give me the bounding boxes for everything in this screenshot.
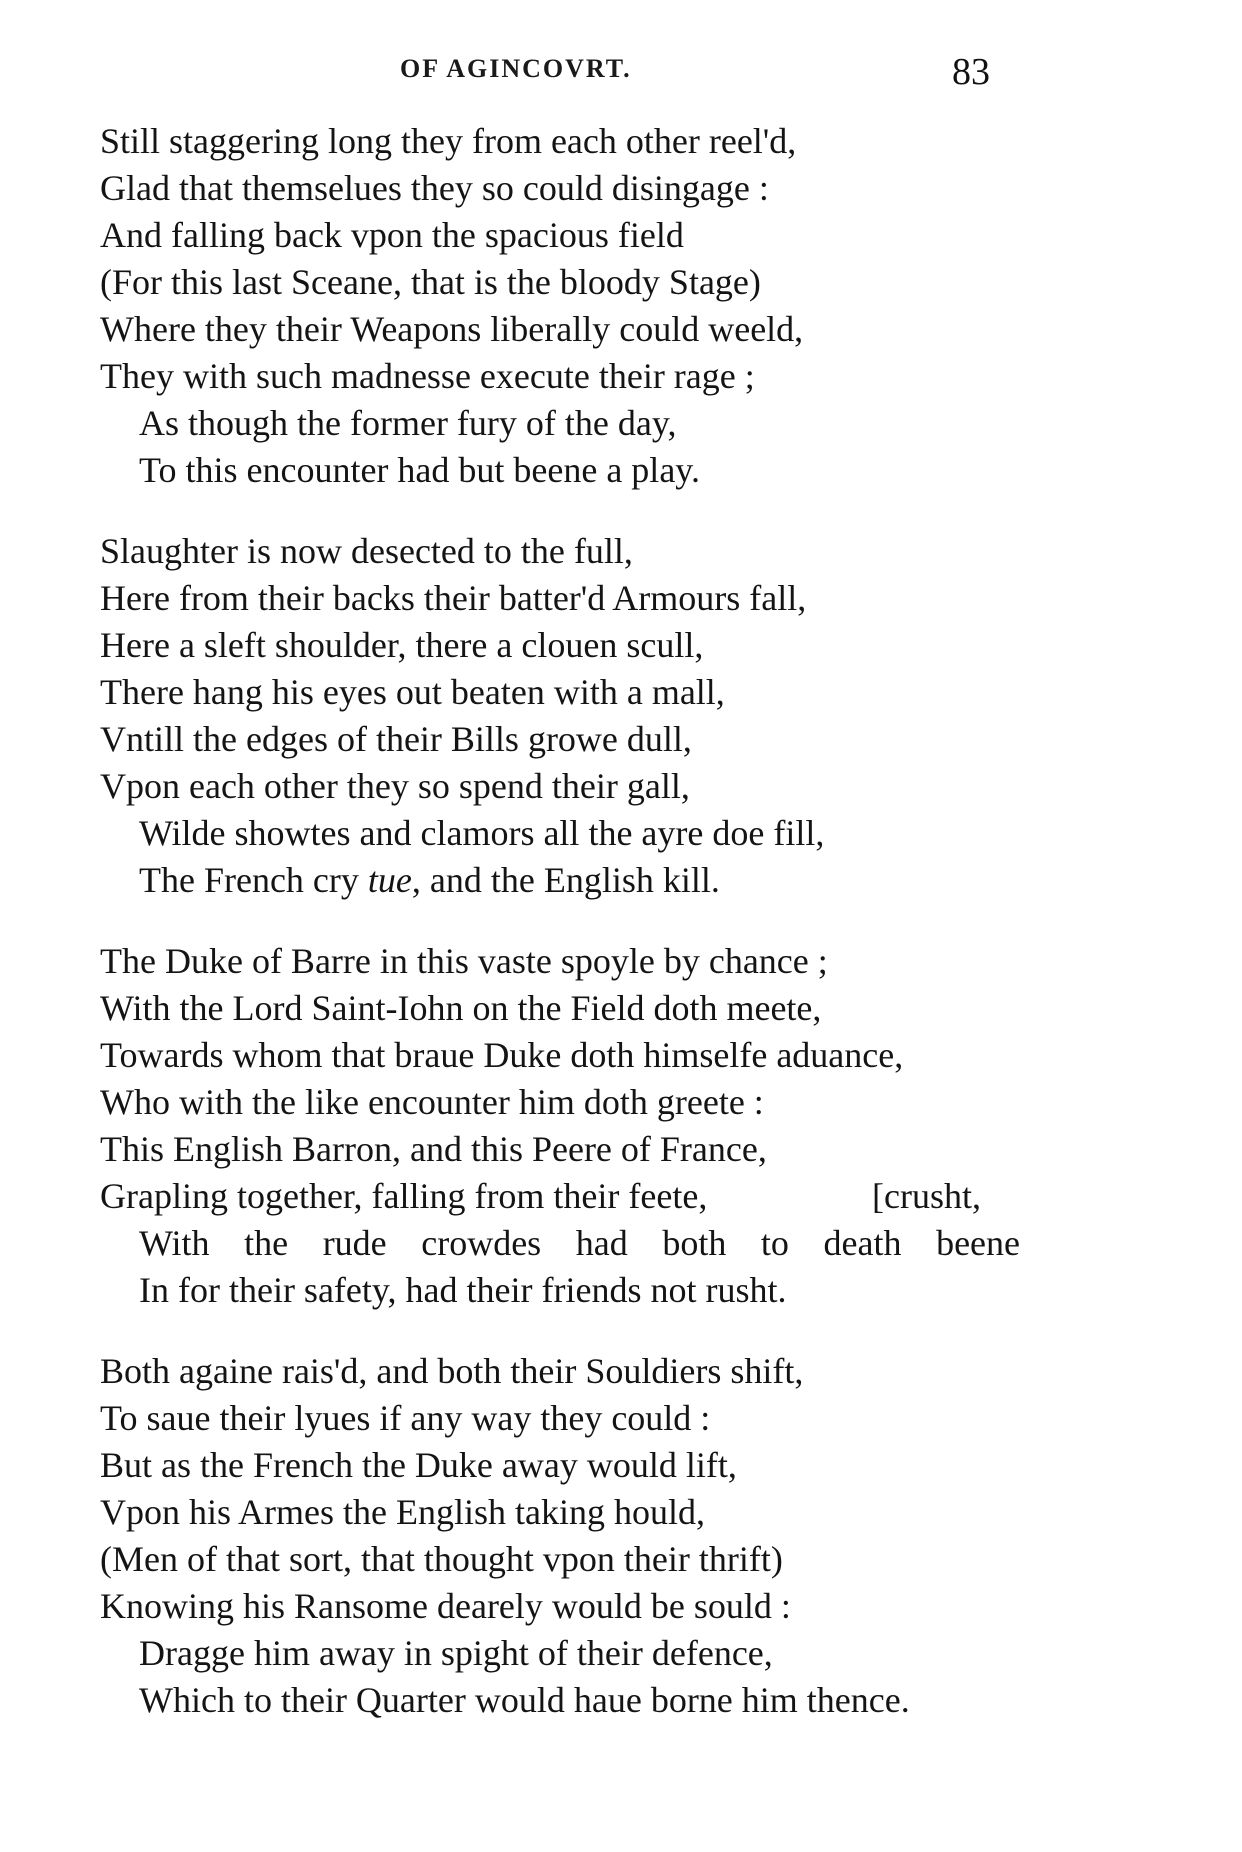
word: crowdes (421, 1223, 542, 1263)
couplet-line (100, 857, 1020, 904)
verse-line: (Men of that sort, that thought vpon their thrift) (100, 1539, 783, 1579)
word: both (662, 1223, 727, 1263)
verse-line: Vntill the edges of their Bills growe dull, (100, 719, 692, 759)
italic-word: tue (367, 860, 412, 900)
verse-line: And falling back vpon the spacious field (100, 215, 684, 255)
running-title: OF AGINCOVRT. (400, 54, 632, 83)
stanza-2 (100, 528, 1020, 904)
verse-line: Who with the like encounter him doth greete : (100, 1082, 764, 1122)
couplet-line: Dragge him away in spight of their defence, (139, 1633, 773, 1673)
verse-line: Where they their Weapons liberally could weeld, (100, 309, 804, 349)
verse-line: Still staggering long they from each other reel'd, (100, 121, 797, 161)
poem-text (100, 118, 1020, 1758)
line-text: Grapling together, falling from their feete, (100, 1176, 708, 1216)
verse-line: Knowing his Ransome dearely would be sould : (100, 1586, 791, 1626)
word: With (139, 1223, 210, 1263)
stanza-1 (100, 118, 1020, 494)
verse-line: (For this last Sceane, that is the bloody Stage) (100, 262, 761, 302)
verse-line: Slaughter is now desected to the full, (100, 531, 633, 571)
verse-line: The Duke of Barre in this vaste spoyle by chance ; (100, 941, 828, 981)
verse-line: There hang his eyes out beaten with a mall, (100, 672, 725, 712)
couplet-line: In for their safety, had their friends not rusht. (139, 1270, 787, 1310)
couplet-line: To this encounter had but beene a play. (139, 450, 700, 490)
verse-line: Towards whom that braue Duke doth himselfe aduance, (100, 1035, 904, 1075)
line-text: , and the English kill. (411, 860, 720, 900)
verse-line: But as the French the Duke away would lift, (100, 1445, 737, 1485)
word: beene (936, 1223, 1020, 1263)
word: had (575, 1223, 628, 1263)
justified-line (139, 1220, 1020, 1267)
verse-line: Glad that themselues they so could disingage : (100, 168, 769, 208)
word: rude (322, 1223, 387, 1263)
stanza-3 (100, 938, 1020, 1314)
turnover-word: [crusht, (872, 1176, 981, 1216)
verse-line: Here from their backs their batter'd Armours fall, (100, 578, 807, 618)
verse-line: They with such madnesse execute their rage ; (100, 356, 755, 396)
verse-line: This English Barron, and this Peere of France, (100, 1129, 767, 1169)
couplet-line: As though the former fury of the day, (139, 403, 677, 443)
verse-line: Vpon his Armes the English taking hould, (100, 1492, 705, 1532)
page-number: 83 (952, 51, 990, 93)
stanza-4 (100, 1348, 1020, 1724)
line-text: The French cry (139, 860, 368, 900)
verse-line: To saue their lyues if any way they could : (100, 1398, 711, 1438)
verse-line: Both againe rais'd, and both their Souldiers shift, (100, 1351, 804, 1391)
word: the (244, 1223, 289, 1263)
couplet-line (100, 1220, 1020, 1267)
verse-line-with-turnover (100, 1173, 1020, 1220)
running-head (0, 50, 1242, 100)
word: death (823, 1223, 902, 1263)
couplet-line: Which to their Quarter would haue borne him thence. (139, 1680, 910, 1720)
couplet-line: Wilde showtes and clamors all the ayre doe fill, (139, 813, 825, 853)
verse-line: Vpon each other they so spend their gall, (100, 766, 690, 806)
word: to (760, 1223, 789, 1263)
verse-line: With the Lord Saint-Iohn on the Field doth meete, (100, 988, 822, 1028)
verse-line: Here a sleft shoulder, there a clouen scull, (100, 625, 704, 665)
